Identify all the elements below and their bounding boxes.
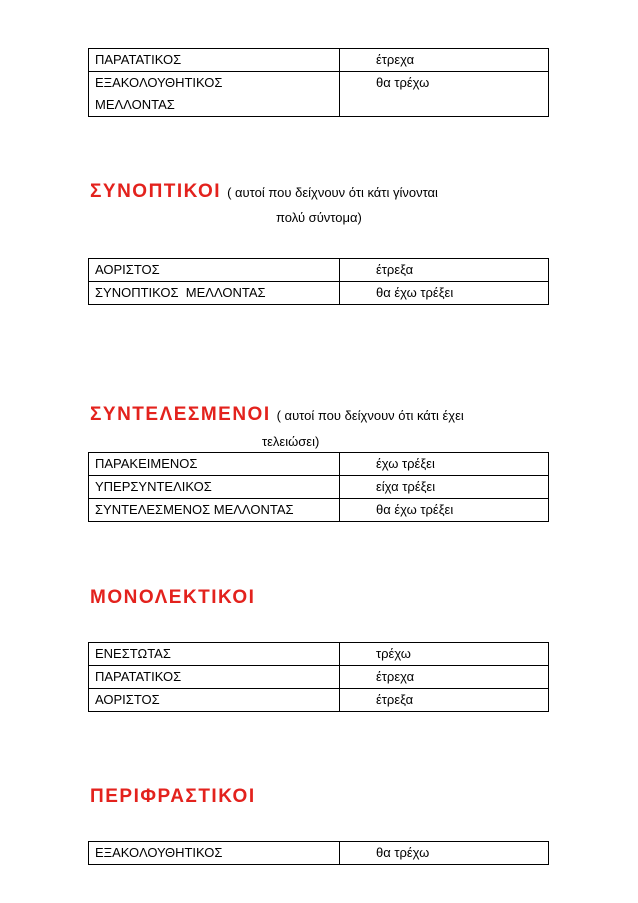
verb-form: τρέχω <box>340 643 549 666</box>
table-row <box>89 689 549 712</box>
verb-form: είχα τρέξει <box>340 476 549 499</box>
heading-title: ΜΟΝΟΛΕΚΤΙΚΟΙ <box>90 587 256 608</box>
table-syntelesmenoi <box>88 452 549 522</box>
table-row <box>89 643 549 666</box>
tense-name-line2: ΜΕΛΛΟΝΤΑΣ <box>95 97 175 112</box>
table-row <box>89 259 549 282</box>
heading-perifrastikoi <box>90 786 256 808</box>
table-row <box>89 49 549 72</box>
heading-note: ( αυτοί που δείχνουν ότι κάτι γίνονται <box>227 185 438 200</box>
heading-title: ΣΥΝΤΕΛΕΣΜΕΝΟΙ <box>90 404 271 425</box>
tense-name: ΠΑΡΑΤΑΤΙΚΟΣ <box>89 49 340 72</box>
tense-name: ΠΑΡΑΚΕΙΜΕΝΟΣ <box>89 453 340 476</box>
table-monolektikoi <box>88 642 549 712</box>
verb-form: θα τρέχω <box>340 842 549 865</box>
verb-form: έτρεχα <box>340 666 549 689</box>
table-row <box>89 666 549 689</box>
verb-form: έτρεξα <box>340 259 549 282</box>
heading-note-continued: τελειώσει) <box>262 434 320 449</box>
tense-name: ΕΞΑΚΟΛΟΥΘΗΤΙΚΟΣ <box>89 842 340 865</box>
heading-monolektikoi <box>90 587 255 609</box>
table-row <box>89 499 549 522</box>
tense-name-line1: ΕΞΑΚΟΛΟΥΘΗΤΙΚΟΣ <box>95 75 223 90</box>
table-row <box>89 476 549 499</box>
tense-name: ΠΑΡΑΤΑΤΙΚΟΣ <box>89 666 340 689</box>
tense-name: ΣΥΝΟΠΤΙΚΟΣ ΜΕΛΛΟΝΤΑΣ <box>89 282 340 305</box>
verb-form: έχω τρέξει <box>340 453 549 476</box>
verb-form: θα έχω τρέξει <box>340 499 549 522</box>
heading-syntelesmenoi <box>90 404 464 426</box>
heading-synoptikoi <box>90 181 438 203</box>
table-row <box>89 282 549 305</box>
table-synoptikoi <box>88 258 549 305</box>
tense-name <box>89 72 340 117</box>
heading-title: ΠΕΡΙΦΡΑΣΤΙΚΟΙ <box>90 786 256 807</box>
tense-name: ΕΝΕΣΤΩΤΑΣ <box>89 643 340 666</box>
table-row <box>89 453 549 476</box>
table-row <box>89 72 549 117</box>
tense-name: ΑΟΡΙΣΤΟΣ <box>89 259 340 282</box>
verb-form: έτρεχα <box>340 49 549 72</box>
table-row <box>89 842 549 865</box>
verb-form: θα έχω τρέξει <box>340 282 549 305</box>
verb-form: θα τρέχω <box>340 72 549 117</box>
heading-note: ( αυτοί που δείχνουν ότι κάτι έχει <box>276 408 464 423</box>
heading-note-continued: πολύ σύντομα) <box>276 210 362 225</box>
table-perifrastikoi <box>88 841 549 865</box>
table-continuous-tenses <box>88 48 549 117</box>
verb-form: έτρεξα <box>340 689 549 712</box>
heading-title: ΣΥΝΟΠΤΙΚΟΙ <box>90 181 222 202</box>
tense-name: ΑΟΡΙΣΤΟΣ <box>89 689 340 712</box>
tense-name: ΣΥΝΤΕΛΕΣΜΕΝΟΣ ΜΕΛΛΟΝΤΑΣ <box>89 499 340 522</box>
tense-name: ΥΠΕΡΣΥΝΤΕΛΙΚΟΣ <box>89 476 340 499</box>
